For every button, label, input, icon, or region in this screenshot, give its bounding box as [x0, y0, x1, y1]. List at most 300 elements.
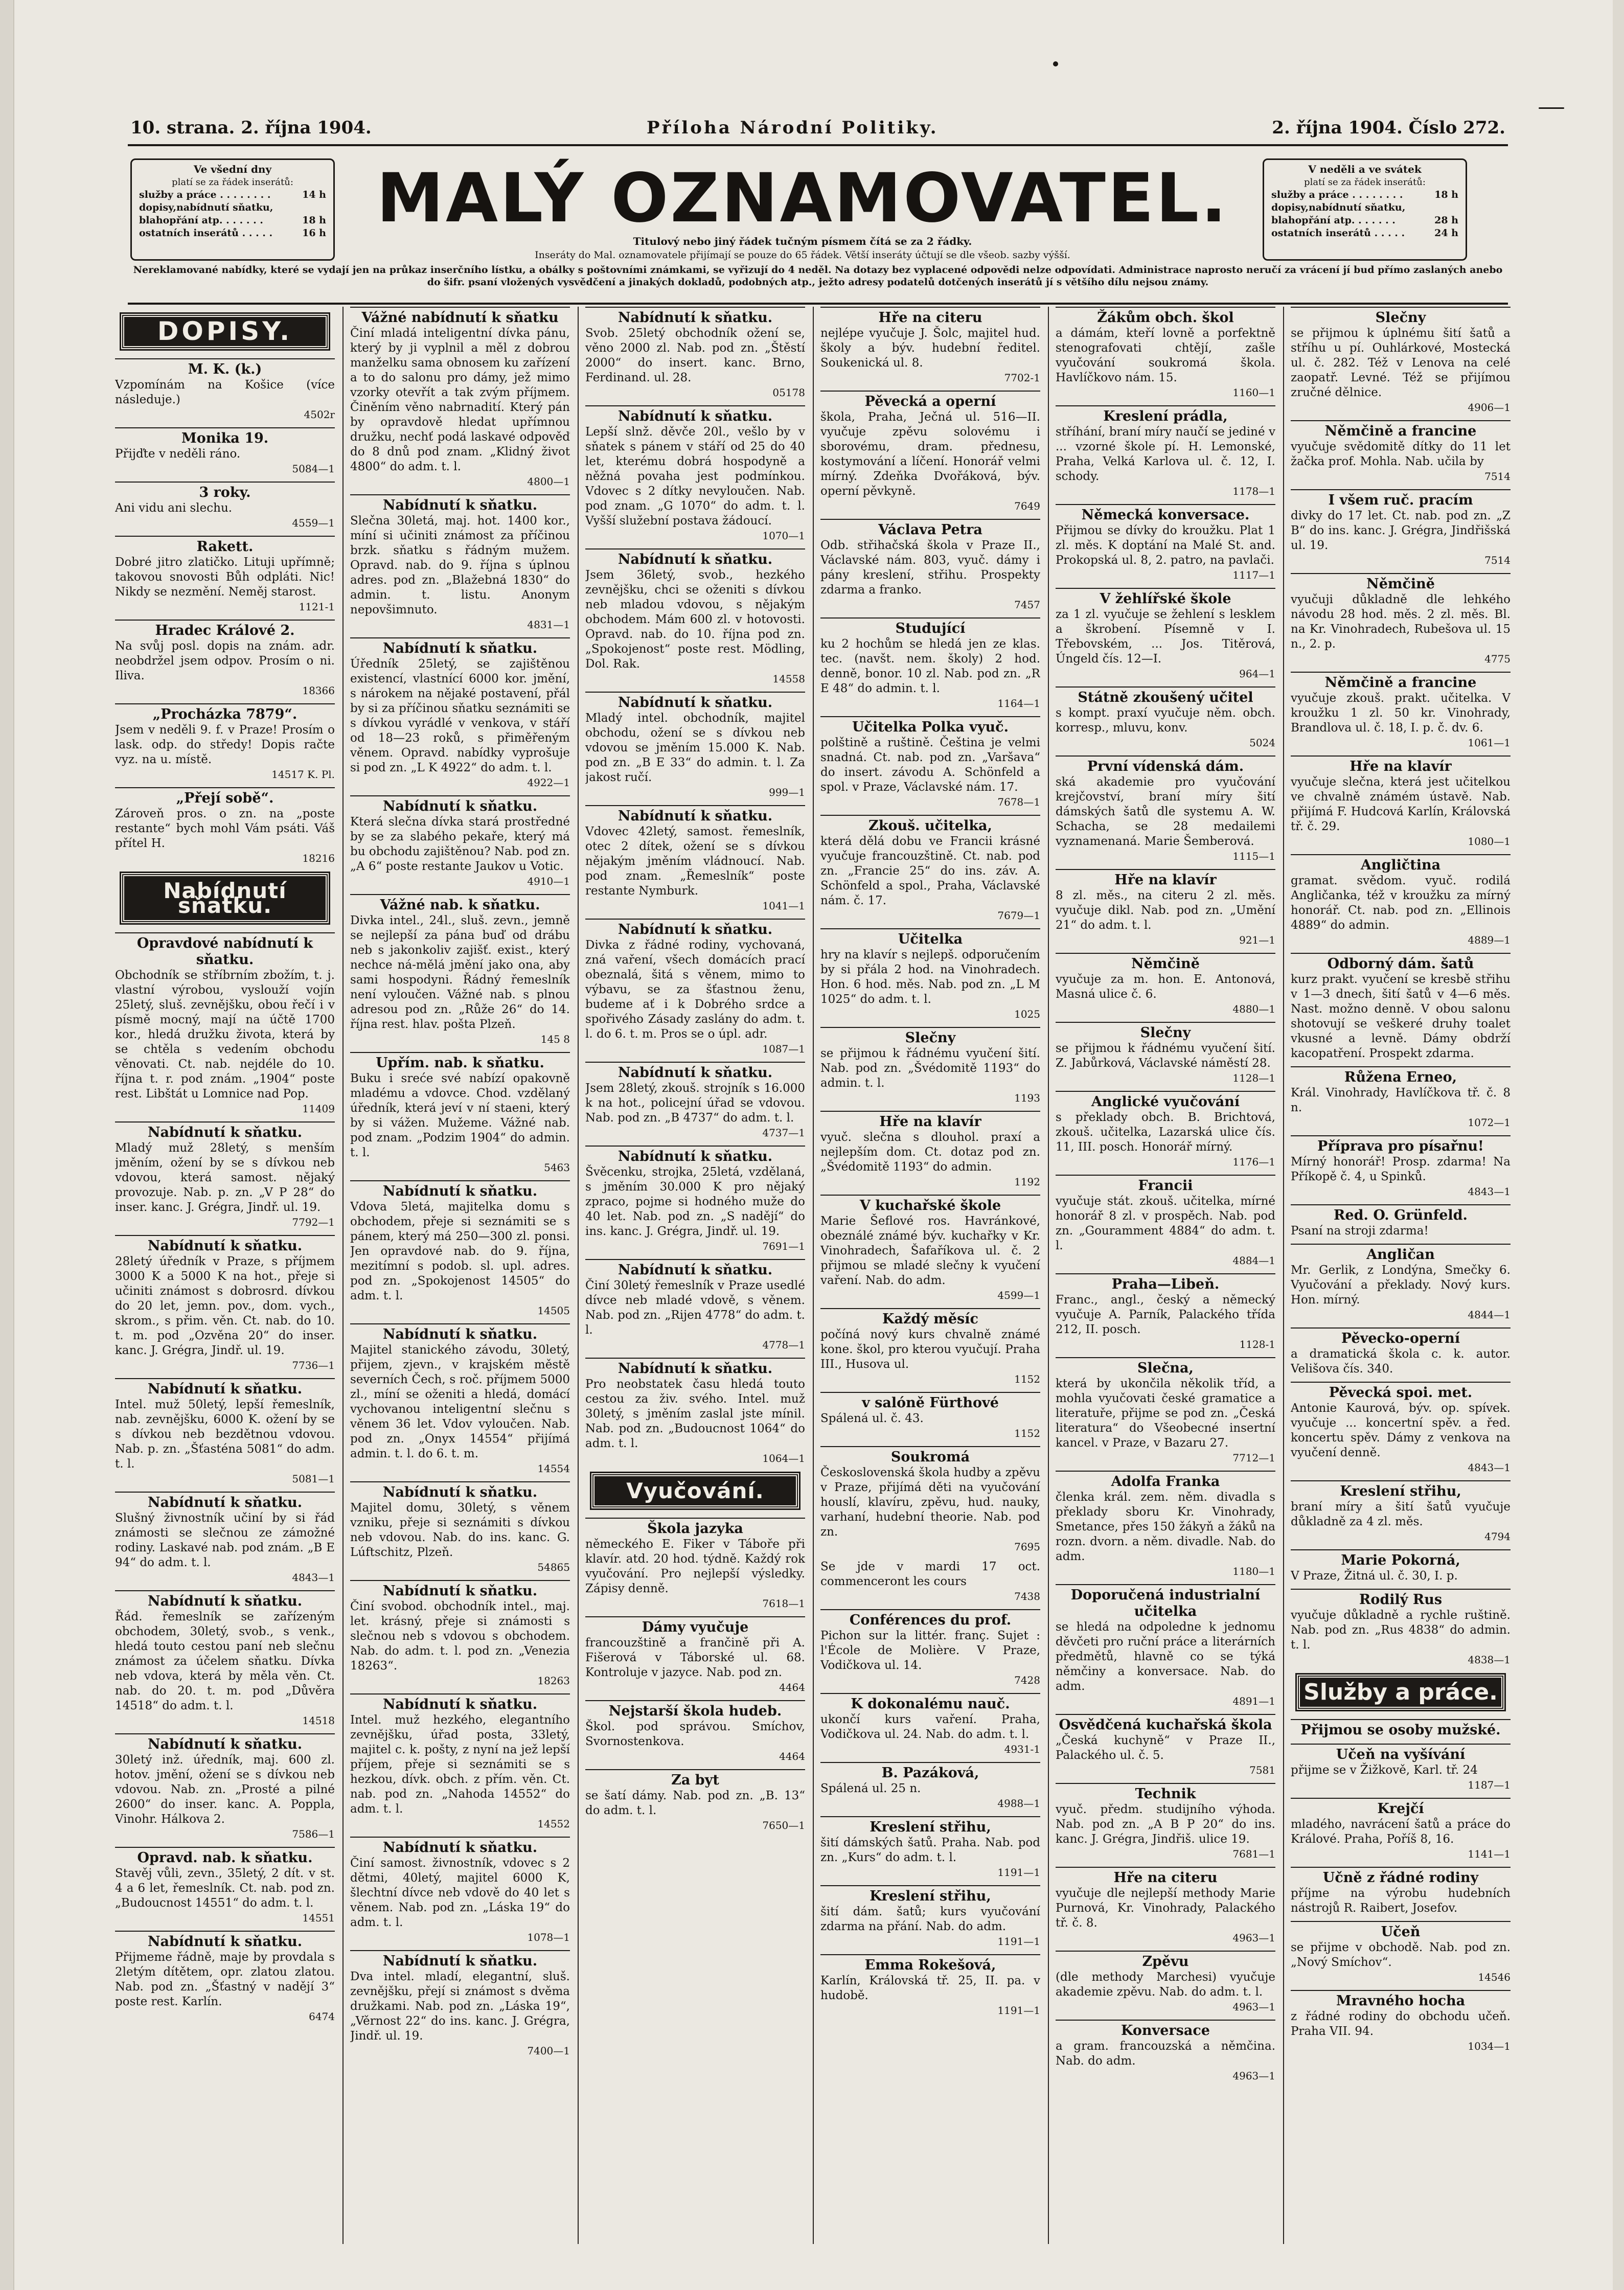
classified-ad [1291, 854, 1511, 948]
ad-body: Obchodník se stříbrním zbožím, t. j. vlastní výrobou, vyslouží vojín 25letý, sluš. zevnějšku, obou řečí i v písmě mocný, mají na účtě 1700 kor., hledá družku života, která by se chtěla s vedením obchodu věnovati. Ct. nab. nejdéle do 10. října t. r. pod znám. „1904“ poste rest. Libštát u Lomnice nad Pop. [115, 969, 335, 1101]
ad-body: se přijmou k řádnému vyučení šití. Z. Jabůrková, Václavské náměstí 28. [1056, 1042, 1275, 1070]
classified-ad [1291, 1589, 1511, 1667]
ad-headline: Hře na citeru [820, 307, 1040, 326]
ad-body: a gram. francouzská a němčina. Nab. do adm. [1056, 2040, 1275, 2068]
classified-ad [820, 1693, 1040, 1757]
ad-headline: Kreslení střihu, [820, 1816, 1040, 1836]
ad-code: 14518 [302, 1714, 335, 1727]
ad-body: Antonie Kaurová, býv. op. spívek. vyučuje ... koncertní spěv. a řed. koncertu spěv. Dámy z venkova na vyučení denně. [1291, 1402, 1511, 1459]
ad-code: 7691—1 [762, 1240, 805, 1252]
classified-ad [115, 427, 335, 476]
ad-column-3 [585, 307, 805, 2244]
ad-code: 1176—1 [1232, 1156, 1275, 1168]
ad-headline: První vídenská dám. [1056, 755, 1275, 775]
ad-headline: Opravd. nab. k sňatku. [115, 1847, 335, 1866]
ad-body: šití dám. šatů; kurs vyučování zdarma na přání. Nab. do adm. [820, 1905, 1040, 1933]
page-gutter-left [0, 0, 14, 2290]
classified-ad [1291, 1990, 1511, 2054]
ad-headline: v salóně Fürthové [820, 1392, 1040, 1411]
ad-body: vyučuje dle nejlepší methody Marie Purnová, Kr. Vinohrady, Palackého tř. č. 8. [1056, 1887, 1275, 1930]
ad-headline: Kreslení střihu, [1291, 1480, 1511, 1500]
ad-headline: Opravdové nabídnutí k sňatku. [115, 932, 335, 968]
classified-ad [115, 1121, 335, 1230]
classified-ad [820, 519, 1040, 612]
ad-headline: Učeň na vyšívání [1291, 1744, 1511, 1763]
ad-headline: Kreslení prádla, [1056, 405, 1275, 425]
classified-ad [1291, 1867, 1511, 1916]
ad-body: Odb. střihačská škola v Praze II., Václavské nám. 803, vyuč. dámy i pány kreslení, střihu. Prospekty zdarma a franko. [820, 539, 1040, 597]
classified-ad [115, 1590, 335, 1728]
ad-body: Slečna 30letá, maj. hot. 1400 kor., míní si učiniti známost za příčinou brzk. sňatku s řádným mužem. Opravd. nab. do 9. října s úplnou adres. pod zn. „Blažebná 1830“ do admin. t. listu. Anonym nepovšimnuto. [350, 514, 570, 616]
classified-ad [820, 1111, 1040, 1189]
ad-code: 4988—1 [997, 1797, 1040, 1810]
ad-body: Divka z řádné rodiny, vychovaná, zná vaření, všech domácích prací obeznalá, šitá s věnem, mimo to výbavu, se za šťastnou ženu, budeme ať i k Dobrého srdce a spořivého Zásady zaslány do adm. t. l. do 6. t. m. Pros se o úpl. adr. [585, 938, 805, 1041]
ad-code: 14505 [537, 1304, 570, 1317]
classified-ad [115, 536, 335, 614]
ad-code: 5084—1 [292, 463, 335, 475]
classified-ad [1056, 2020, 1275, 2083]
rate-price: 18 h [302, 215, 326, 226]
ad-code: 1191—1 [997, 1935, 1040, 1948]
classified-ad [820, 617, 1040, 711]
ad-headline: V žehlířské škole [1056, 588, 1275, 607]
ad-headline: Pěvecká a operní [820, 391, 1040, 410]
ad-headline: Pěvecko-operní [1291, 1327, 1511, 1347]
ad-body: Mladý muž 28letý, s menším jměním, ožení by se s dívkou neb vdovou, která samost. nějaký provozuje. Nab. p. zn. „V P 28“ do inser. kanc. J. Grégra, Jindř. ul. 19. [115, 1141, 335, 1214]
ad-code: 1064—1 [762, 1452, 805, 1464]
ad-headline: Praha—Libeň. [1056, 1273, 1275, 1293]
classified-ad [1056, 686, 1275, 750]
classified-ad [350, 795, 570, 889]
ad-body: Psaní na stroji zdarma! [1291, 1224, 1429, 1238]
ad-body: která dělá dobu ve Francii krásné vyučuje francouzštině. Ct. nab. pod zn. „Francie 25“ do ins. záv. A. Schönfeld a spol., Praha, Václavské nám. č. 17. [820, 835, 1040, 907]
ad-body: Vdovec 42letý, samost. řemeslník, otec 2 dítek, ožení se s dívkou nějakým jměním vládnoucí. Nab. pod znam. „Řemeslník“ poste restante Nymburk. [585, 825, 805, 898]
ad-code: 7650—1 [762, 1819, 805, 1831]
classified-ad [820, 1762, 1040, 1811]
classified-ad [115, 787, 335, 866]
classified-ad [585, 1146, 805, 1254]
ad-code: 1178—1 [1232, 485, 1275, 497]
ad-body: Král. Vinohrady, Havlíčkova tř. č. 8 n. [1291, 1086, 1511, 1114]
classified-ad [115, 932, 335, 1116]
ad-headline: Dámy vyučuje [585, 1616, 805, 1636]
ad-body: 28letý úředník v Praze, s příjmem 3000 K a 5000 K na hot., přeje si učiniti známost s dobrosrd. dívkou do 20 let, jemn. pov., dom. vych., skrom., s přim. věn. Ct. nab. do 10. t. m. pod „Ozvěna 20“ do inser. kanc. J. Grégra, Jindř. ul. 19. [115, 1255, 335, 1357]
ad-headline: Rodilý Rus [1291, 1589, 1511, 1608]
ad-headline: Učně z řádné rodiny [1291, 1867, 1511, 1886]
ad-headline: Osvědčená kuchařská škola [1056, 1714, 1275, 1733]
rate-price: 24 h [1434, 227, 1458, 239]
ad-body: Marie Šeflové ros. Havránkové, obeználé známé býv. kuchařky v Kr. Vinohradech, Šafaříkova ul. č. 2 přijmou se mladé slečny k vyučení vaření. Nab. do adm. [820, 1215, 1040, 1287]
ad-headline: Za byt [585, 1769, 805, 1789]
ad-code: 1070—1 [762, 530, 805, 542]
ad-code: 05178 [772, 386, 805, 399]
classified-ad [585, 1700, 805, 1764]
ad-headline: Nabídnutí k sňatku. [115, 1235, 335, 1254]
classified-ad [115, 358, 335, 422]
ad-headline: „Přejí sobě“. [115, 787, 335, 807]
classified-ad [820, 391, 1040, 514]
running-head-right: 2. října 1904. Číslo 272. [1272, 118, 1505, 138]
classified-ad [1056, 1022, 1275, 1086]
ad-code: 1080—1 [1468, 835, 1511, 848]
ad-code: 7400—1 [527, 2045, 570, 2057]
rate-label: blahopřání atp. . . . . . . [1271, 215, 1396, 226]
ad-headline: Růžena Erneo, [1291, 1066, 1511, 1086]
ad-code: 4931-1 [1004, 1743, 1040, 1755]
ad-headline: Adolfa Franka [1056, 1471, 1275, 1490]
ad-code: 4843—1 [1468, 1185, 1511, 1198]
column-divider [1283, 307, 1284, 2244]
ad-code: 4922—1 [527, 776, 570, 789]
classified-ad [820, 307, 1040, 385]
classified-ad [1056, 1175, 1275, 1268]
classified-ad [1056, 1584, 1275, 1709]
ad-headline: Technik [1056, 1783, 1275, 1802]
ad-body: Úředník 25letý, se zajištěnou existencí, vlastnící 6000 kor. jmění, s nárokem na nějaké postavení, přál by si za příčinou sňatku seznámiti se s dívkou vyrádlé v venkova, v stáří od 18—23 roků, s přiměřeným věnem. Opravd. nabídky vyprošuje si pod zn. „L K 4922“ do adm. t. l. [350, 657, 570, 774]
ad-body: Ani vidu ani slechu. [115, 501, 233, 515]
ad-headline: Nabídnutí k sňatku. [115, 1378, 335, 1398]
ad-code: 4559—1 [292, 517, 335, 529]
ad-headline: Příprava pro písařnu! [1291, 1135, 1511, 1155]
ad-headline: Anglické vyučování [1056, 1091, 1275, 1110]
ad-headline: Hře na klavír [1056, 869, 1275, 888]
ad-body: počíná nový kurs chvalně známé kone. škol, pro kterou vyučují. Praha III., Husova ul. [820, 1328, 1040, 1371]
ad-body: se přijme v obchodě. Nab. pod zn. „Nový Smíchov“. [1291, 1941, 1511, 1969]
ad-code: 4963—1 [1232, 2070, 1275, 2082]
ad-code: 1041—1 [762, 900, 805, 912]
ad-body: Spálená ul. č. 43. [820, 1412, 924, 1425]
section-rule [128, 303, 1508, 305]
classified-ad [585, 805, 805, 913]
ad-code: 4838—1 [1468, 1654, 1511, 1666]
ad-body: francouzštině a frančině při A. Fišerová v Táborské ul. 68. Kontroluje v jazyce. Nab. pod zn. [585, 1636, 805, 1679]
ad-body: vyučuje důkladně a rychle ruštině. Nab. pod zn. „Rus 4838“ do admin. t. l. [1291, 1609, 1511, 1652]
ad-column-6 [1291, 307, 1511, 2244]
ad-code: 1193 [1014, 1092, 1040, 1104]
ad-code: 4906—1 [1468, 401, 1511, 414]
rate-row [139, 227, 326, 240]
ad-headline: Krejčí [1291, 1798, 1511, 1817]
ad-code: 7428 [1014, 1674, 1040, 1686]
ad-headline: Václava Petra [820, 519, 1040, 538]
ad-headline: Soukromá [820, 1446, 1040, 1465]
ad-body: Dva intel. mladí, elegantní, sluš. zevnějšku, přejí si známost s dvěma družkami. Nab. pod zn. „Láska 19“, „Věrnost 22“ do ins. kanc. J. Grégra, Jindř. ul. 19. [350, 1970, 570, 2043]
classified-ad [585, 919, 805, 1057]
ad-code: 6474 [309, 2010, 335, 2023]
classified-ad [820, 716, 1040, 810]
ad-code: 4844—1 [1468, 1309, 1511, 1321]
ad-code: 4910—1 [527, 875, 570, 887]
ad-body: se přijmou k řádnému vyučení šití. Nab. pod zn. „Švédomitě 1193“ do admin. t. l. [820, 1047, 1040, 1090]
ad-headline: Zpěvu [1056, 1951, 1275, 1970]
ad-code: 7618—1 [762, 1597, 805, 1610]
ad-headline: Angličtina [1291, 854, 1511, 874]
ad-body: Franc., angl., český a německý vyučuje A. Parník, Palackého třída 212, II. posch. [1056, 1293, 1275, 1336]
ad-headline: Pěvecká spoi. met. [1291, 1382, 1511, 1401]
ad-headline: Slečny [1056, 1022, 1275, 1041]
ad-code: 1117—1 [1232, 569, 1275, 581]
running-head-center: Příloha Národní Politiky. [647, 118, 939, 138]
rate-subheading: platí se za řádek inserátů: [1304, 177, 1426, 188]
ad-headline: Učitelka [820, 928, 1040, 948]
ad-code: 14551 [302, 1912, 335, 1924]
ad-headline: Nabídnutí k sňatku. [350, 1180, 570, 1200]
classified-ad [820, 1560, 1040, 1604]
ad-headline: Přijmou se osoby mužské. [1291, 1719, 1511, 1738]
ad-body: Jsem 28letý, zkouš. strojník s 16.000 k na hot., policejní úřad se vdovou. Nab. pod zn. „B 4737“ do adm. t. l. [585, 1082, 805, 1125]
ad-code: 5463 [544, 1161, 570, 1174]
classified-ad [1291, 1066, 1511, 1130]
classified-ad [585, 405, 805, 543]
ad-headline: Nabídnutí k sňatku. [350, 1693, 570, 1713]
ad-headline: Francii [1056, 1175, 1275, 1194]
ad-headline: Nabídnutí k sňatku. [350, 637, 570, 657]
ad-code: 4778—1 [762, 1339, 805, 1351]
ad-headline: Studující [820, 617, 1040, 637]
ad-body: divky do 17 let. Ct. nab. pod zn. „Z B“ do ins. kanc. J. Grégra, Jindřišská ul. 19. [1291, 509, 1511, 552]
rate-price: 28 h [1434, 215, 1458, 226]
ad-body: šití dámských šatů. Praha. Nab. pod zn. „Kurs“ do adm. t. l. [820, 1836, 1040, 1864]
ad-body: Buku i sreće své nabízí opakovně mladému a vdovce. Chod. vzdělaný úředník, která jeví v ní staeni, který by si vážen. Mužeme. Vážné nab. pod znam. „Podzim 1904“ do admin. t. l. [350, 1072, 570, 1159]
ad-code: 4599—1 [997, 1289, 1040, 1301]
ad-body: braní míry a šití šatů vyučuje důkladně za 4 zl. měs. [1291, 1500, 1511, 1528]
ad-headline: K dokonalému nauč. [820, 1693, 1040, 1712]
classified-ad [585, 1518, 805, 1611]
ad-headline: Hře na citeru [1056, 1867, 1275, 1886]
ad-body: (dle methody Marchesi) vyučuje akademie zpěvu. Nab. do adm. t. l. [1056, 1971, 1275, 1999]
ad-body: Československá škola hudby a zpěvu v Praze, přijímá děti na vyučování houslí, klavíru, zpěvu, hud. nauky, varhaní, hudební theorie. Nab. pod zn. [820, 1466, 1040, 1539]
ad-headline: I všem ruč. pracím [1291, 489, 1511, 509]
ad-code: 7514 [1484, 470, 1511, 483]
ad-headline: Nabídnutí k sňatku. [115, 1492, 335, 1511]
rate-box-weekday [130, 158, 335, 261]
ad-headline: M. K. (k.) [115, 358, 335, 378]
ad-headline: Zkouš. učitelka, [820, 815, 1040, 834]
ad-code: 4464 [779, 1750, 805, 1762]
ad-body: Švěcenku, strojka, 25letá, vzdělaná, s jměním 30.000 K pro nějaký zpraco, pojme si hodného muže do 40 let. Nab. pod zn. „S nadějí“ do ins. kanc. J. Grégra, Jindř. ul. 19. [585, 1165, 805, 1238]
ad-headline: 3 roky. [115, 482, 335, 501]
ad-body: Přijďte v neděli ráno. [115, 447, 241, 461]
ad-body: Intel. muž 50letý, lepší řemeslník, nab. zevnějšku, 6000 K. ožení by se s dívkou neb bezdětnou vdovou. Nab. p. zn. „Šťasténa 5081“ do adm. t. l. [115, 1398, 335, 1471]
ad-code: 4775 [1484, 653, 1511, 665]
classified-ad [820, 1885, 1040, 1949]
ad-body: Se jde v mardi 17 oct. commenceront les cours [820, 1560, 1040, 1588]
ad-headline: Mravného hocha [1291, 1990, 1511, 2009]
ad-headline: Vážné nab. k sňatku. [350, 894, 570, 913]
ad-code: 4843—1 [292, 1571, 335, 1584]
rate-row [1271, 214, 1458, 227]
ad-body: Na svůj posl. dopis na znám. adr. neobdržel jsem odpov. Prosím o ni. Iliva. [115, 639, 335, 682]
rate-price: 16 h [302, 227, 326, 239]
ad-code: 4737—1 [762, 1127, 805, 1139]
column-divider [578, 307, 579, 2244]
classified-ad [1056, 1867, 1275, 1945]
ad-body: se hledá na odpoledne k jednomu děvčeti pro ruční práce a literárních předmětů, hlavně co se týká němčiny a konversace. Nab. do adm. [1056, 1620, 1275, 1693]
classified-ad [1056, 1951, 1275, 2014]
ad-code: 1087—1 [762, 1043, 805, 1055]
ad-body: Přijmeme řádně, maje by provdala s 2letým dítětem, opr. zlatou zlatou. Nab. pod zn. „Šťastný v nadějí 3“ poste rest. Karlín. [115, 1951, 335, 2008]
classified-ad [1056, 953, 1275, 1017]
ad-code: 999—1 [769, 786, 805, 798]
classified-ad [585, 1616, 805, 1695]
ad-headline: Slečny [820, 1027, 1040, 1046]
ad-code: 4891—1 [1232, 1695, 1275, 1707]
ad-headline: Nabídnutí k sňatku. [115, 1733, 335, 1753]
classified-ad [350, 494, 570, 632]
ad-body: z řádné rodiny do obchodu učeň. Praha VII. 94. [1291, 2010, 1511, 2038]
ad-code: 1034—1 [1468, 2040, 1511, 2052]
ad-body: se přijmou k úplnému šití šatů a stříhu u pí. Ouhlárkové, Mostecká ul. č. 282. Též v Lenova na celé zaopatř. Levné. Též se přijímou zručné dělnice. [1291, 327, 1511, 399]
classified-ad [585, 1259, 805, 1353]
ad-headline: Nabídnutí k sňatku. [350, 1950, 570, 1970]
ad-body: německého E. Fiker v Táboře při klavír. atd. 20 hod. týdně. Každý rok vyučování. Pro nejlepší výsledky. Zápisy denně. [585, 1538, 805, 1595]
ad-code: 964—1 [1239, 668, 1275, 680]
column-divider [1048, 307, 1049, 2244]
ad-body: Vdova 5letá, majitelka domu s obchodem, přeje si seznámiti se s pánem, který má 250—300 zl. ponsi. Jen opravdové nab. do 9. října, mezitímní s podob. sl. upl. adres. pod zn. „Spokojenost 14505“ do adm. t. l. [350, 1200, 570, 1302]
rate-label: služby a práce . . . . . . . . [1271, 189, 1403, 200]
ad-code: 1191—1 [997, 1866, 1040, 1879]
ad-code: 1192 [1014, 1176, 1040, 1188]
ad-body: Majitel domu, 30letý, s věnem vzniku, přeje si seznámiti s dívkou neb vdovou. Nab. do ins. kanc. G. Lúftschitz, Plzeň. [350, 1501, 570, 1559]
classified-ad [350, 1481, 570, 1575]
ad-body: vyučuje stát. zkouš. učitelka, mírné honorář 8 zl. v prospěch. Nab. pod zn. „Gouramment 4884“ do adm. t. l. [1056, 1195, 1275, 1252]
classified-ad [1056, 1783, 1275, 1862]
ad-code: 1191—1 [997, 2004, 1040, 2017]
ad-headline: Hře na klavír [820, 1111, 1040, 1130]
ad-code: 7438 [1014, 1590, 1040, 1602]
classified-ad [820, 1609, 1040, 1688]
ad-body: Pichon sur la littér. franç. Sujet : l'École de Molière. V Praze, Vodičkova ul. 14. [820, 1629, 1040, 1672]
classified-ad [1291, 1244, 1511, 1322]
ad-code: 921—1 [1239, 934, 1275, 946]
classified-ad [350, 1950, 570, 2058]
classified-ad [1291, 573, 1511, 667]
rate-row [1271, 201, 1458, 214]
ad-body: Stavěj vůli, zevn., 35letý, 2 dít. v st. 4 a 6 let, řemeslník. Ct. nab. pod zn. „Budoucnost 14551“ do adm. t. l. [115, 1867, 335, 1910]
ad-body: ukončí kurs vaření. Praha, Vodičkova ul. 24. Nab. do adm. t. l. [820, 1713, 1040, 1741]
ad-column-5 [1056, 307, 1275, 2244]
page-gutter-right [1613, 0, 1624, 2290]
ad-headline: Nabídnutí k sňatku. [585, 1146, 805, 1165]
category-banner: Vyučování. [591, 1473, 799, 1508]
ad-headline: Emma Rokešová, [820, 1954, 1040, 1974]
ad-body: vyučuje za m. hon. E. Antonová, Masná ulice č. 6. [1056, 973, 1275, 1001]
ad-headline: Conférences du prof. [820, 1609, 1040, 1629]
classified-ad [1291, 489, 1511, 568]
ink-dot [1053, 61, 1058, 66]
ad-code: 14552 [537, 1818, 570, 1830]
classified-ad [1291, 1382, 1511, 1475]
ad-column-2 [350, 307, 570, 2244]
ad-headline: Monika 19. [115, 427, 335, 447]
classified-ad [820, 1195, 1040, 1303]
ad-body: Intel. muž hezkého, elegantního zevnějšku, úřad posta, 33letý, majitel c. k. pošty, z nyní na jež lepší příjem, přeje si seznámiti se s hezkou, dívk. obch. z přím. věn. Ct. nab. pod zn. „Nahoda 14552“ do adm. t. l. [350, 1713, 570, 1816]
category-banner: Nabídnutí sňatku. [121, 873, 329, 923]
ad-headline: Němčině [1056, 953, 1275, 972]
classified-ad [115, 1235, 335, 1373]
ad-body: Vzpomínám na Košice (více následuje.) [115, 378, 335, 406]
classified-ad [115, 620, 335, 698]
rate-row [139, 214, 326, 227]
classified-ad [820, 1954, 1040, 2018]
ad-body: a dramatická škola c. k. autor. Velišova čís. 340. [1291, 1347, 1511, 1376]
ad-body: Činí svobod. obchodník intel., maj. let. krásný, přeje si známosti s slečnou neb s vdovou s obchodem. Nab. do adm. t. l. pod zn. „Venezia 18263“. [350, 1600, 570, 1673]
ad-body: Mírný honorář! Prosp. zdarma! Na Příkopě č. 4, u Spinků. [1291, 1155, 1511, 1183]
ad-code: 1121-1 [299, 601, 335, 613]
ad-code: 4884—1 [1232, 1254, 1275, 1267]
classified-ad [1291, 1549, 1511, 1584]
classified-ad [1291, 420, 1511, 484]
ad-code: 1180—1 [1232, 1565, 1275, 1577]
ad-code: 1115—1 [1232, 850, 1275, 862]
classified-ad [820, 1816, 1040, 1880]
ad-code: 1128—1 [1232, 1072, 1275, 1084]
ad-headline: Doporučená industrialní učitelka [1056, 1584, 1275, 1620]
ad-headline: Angličan [1291, 1244, 1511, 1263]
ad-headline: B. Pazáková, [820, 1762, 1040, 1781]
ad-column-1 [115, 307, 335, 2244]
classified-ad [115, 1492, 335, 1585]
ad-headline: Slečny [1291, 307, 1511, 326]
ad-headline: Nejstarší škola hudeb. [585, 1700, 805, 1720]
ad-headline: Nabídnutí k sňatku. [115, 1121, 335, 1141]
classified-ad [820, 928, 1040, 1022]
ad-headline: Škola jazyka [585, 1518, 805, 1537]
ad-body: Řád. řemeslník se zařízeným obchodem, 30letý, svob., s venk., hledá touto cestou paní neb slečnu známost za účelem sňatku. Dívka neb vdova, která by měla věn. Ct. nab. do 20. t. m. pod „Důvěra 14518“ do adm. t. l. [115, 1610, 335, 1712]
ad-body: Která slečna dívka stará prostředné by se za slabého pekaře, který má bu obchodu zajištěnou? Nab. pod zn. „A 6“ poste restante Jaukov u Votic. [350, 815, 570, 873]
ad-headline: Slečna, [1056, 1357, 1275, 1377]
ad-body: členka král. zem. něm. divadla s překlady sboru Kr. Vinohrady, Smetance, přes 150 žákyň a žáků na rozn. dvorn. a něm. divadle. Nab. do adm. [1056, 1491, 1275, 1563]
ad-body: s kompt. praxí vyučuje něm. obch. korresp., mluvu, konv. [1056, 706, 1275, 735]
ad-body: nejlépe vyučuje J. Šolc, majitel hud. školy a býv. hudební ředitel. Soukenická ul. 8. [820, 327, 1040, 370]
ad-headline: Nabídnutí k sňatku. [585, 307, 805, 326]
ad-code: 18263 [537, 1675, 570, 1687]
ad-code: 1152 [1014, 1427, 1040, 1439]
ad-body: Karlín, Královská tř. 25, II. pa. v hudobě. [820, 1974, 1040, 2002]
ad-code: 7514 [1484, 554, 1511, 566]
classified-ad [350, 1693, 570, 1831]
ad-headline: Nabídnutí k sňatku. [350, 1323, 570, 1343]
ad-headline: Učeň [1291, 1921, 1511, 1940]
classified-ad [1056, 755, 1275, 864]
ad-code: 1152 [1014, 1373, 1040, 1385]
ad-headline: Hradec Králové 2. [115, 620, 335, 639]
ad-body: vyučuji důkladně dle lehkého návodu 28 hod. měs. 2 zl. měs. Bl. na Kr. Vinohradech, Rubešova ul. 15 n., 2. p. [1291, 593, 1511, 651]
ad-headline: Němčině a francine [1291, 672, 1511, 691]
ad-code: 18366 [302, 684, 335, 697]
ad-body: Jsem v neděli 9. f. v Praze! Prosím o lask. odp. do středy! Dopis račte vyz. na u. místě. [115, 723, 335, 766]
classified-ad [115, 1847, 335, 1926]
rate-label: dopisy,nabídnutí sňatku, [1271, 202, 1406, 213]
masthead [353, 159, 1252, 261]
ad-headline: Nabídnutí k sňatku. [585, 919, 805, 938]
rate-price: 18 h [1434, 189, 1458, 200]
classified-ad [350, 1837, 570, 1945]
ad-code: 14554 [537, 1462, 570, 1475]
classified-ad [350, 1580, 570, 1688]
rate-label: ostatních inserátů . . . . . [139, 227, 273, 239]
classified-ad [1056, 405, 1275, 499]
rate-price: 14 h [302, 189, 326, 200]
ad-body: za 1 zl. vyučuje se žehlení s lesklem a škrobení. Písemně v I. Třebovském, ... Jos. Titěrová, Úngeld čís. 12—I. [1056, 608, 1275, 666]
running-head-left: 10. strana. 2. října 1904. [130, 118, 372, 138]
classified-ad [1291, 1798, 1511, 1862]
ad-column-4 [820, 307, 1040, 2244]
classified-ad [1291, 1921, 1511, 1985]
ad-headline: Rakett. [115, 536, 335, 555]
rate-row [139, 189, 326, 201]
ad-body: škola, Praha, Ječná ul. 516—II. vyučuje zpěvu solovému i sborovému, dram. přednesu, kostymování a líčení. Honorář velmi mírný. Zdeňka Dvořáková, býv. operní pěvkyně. [820, 410, 1040, 498]
